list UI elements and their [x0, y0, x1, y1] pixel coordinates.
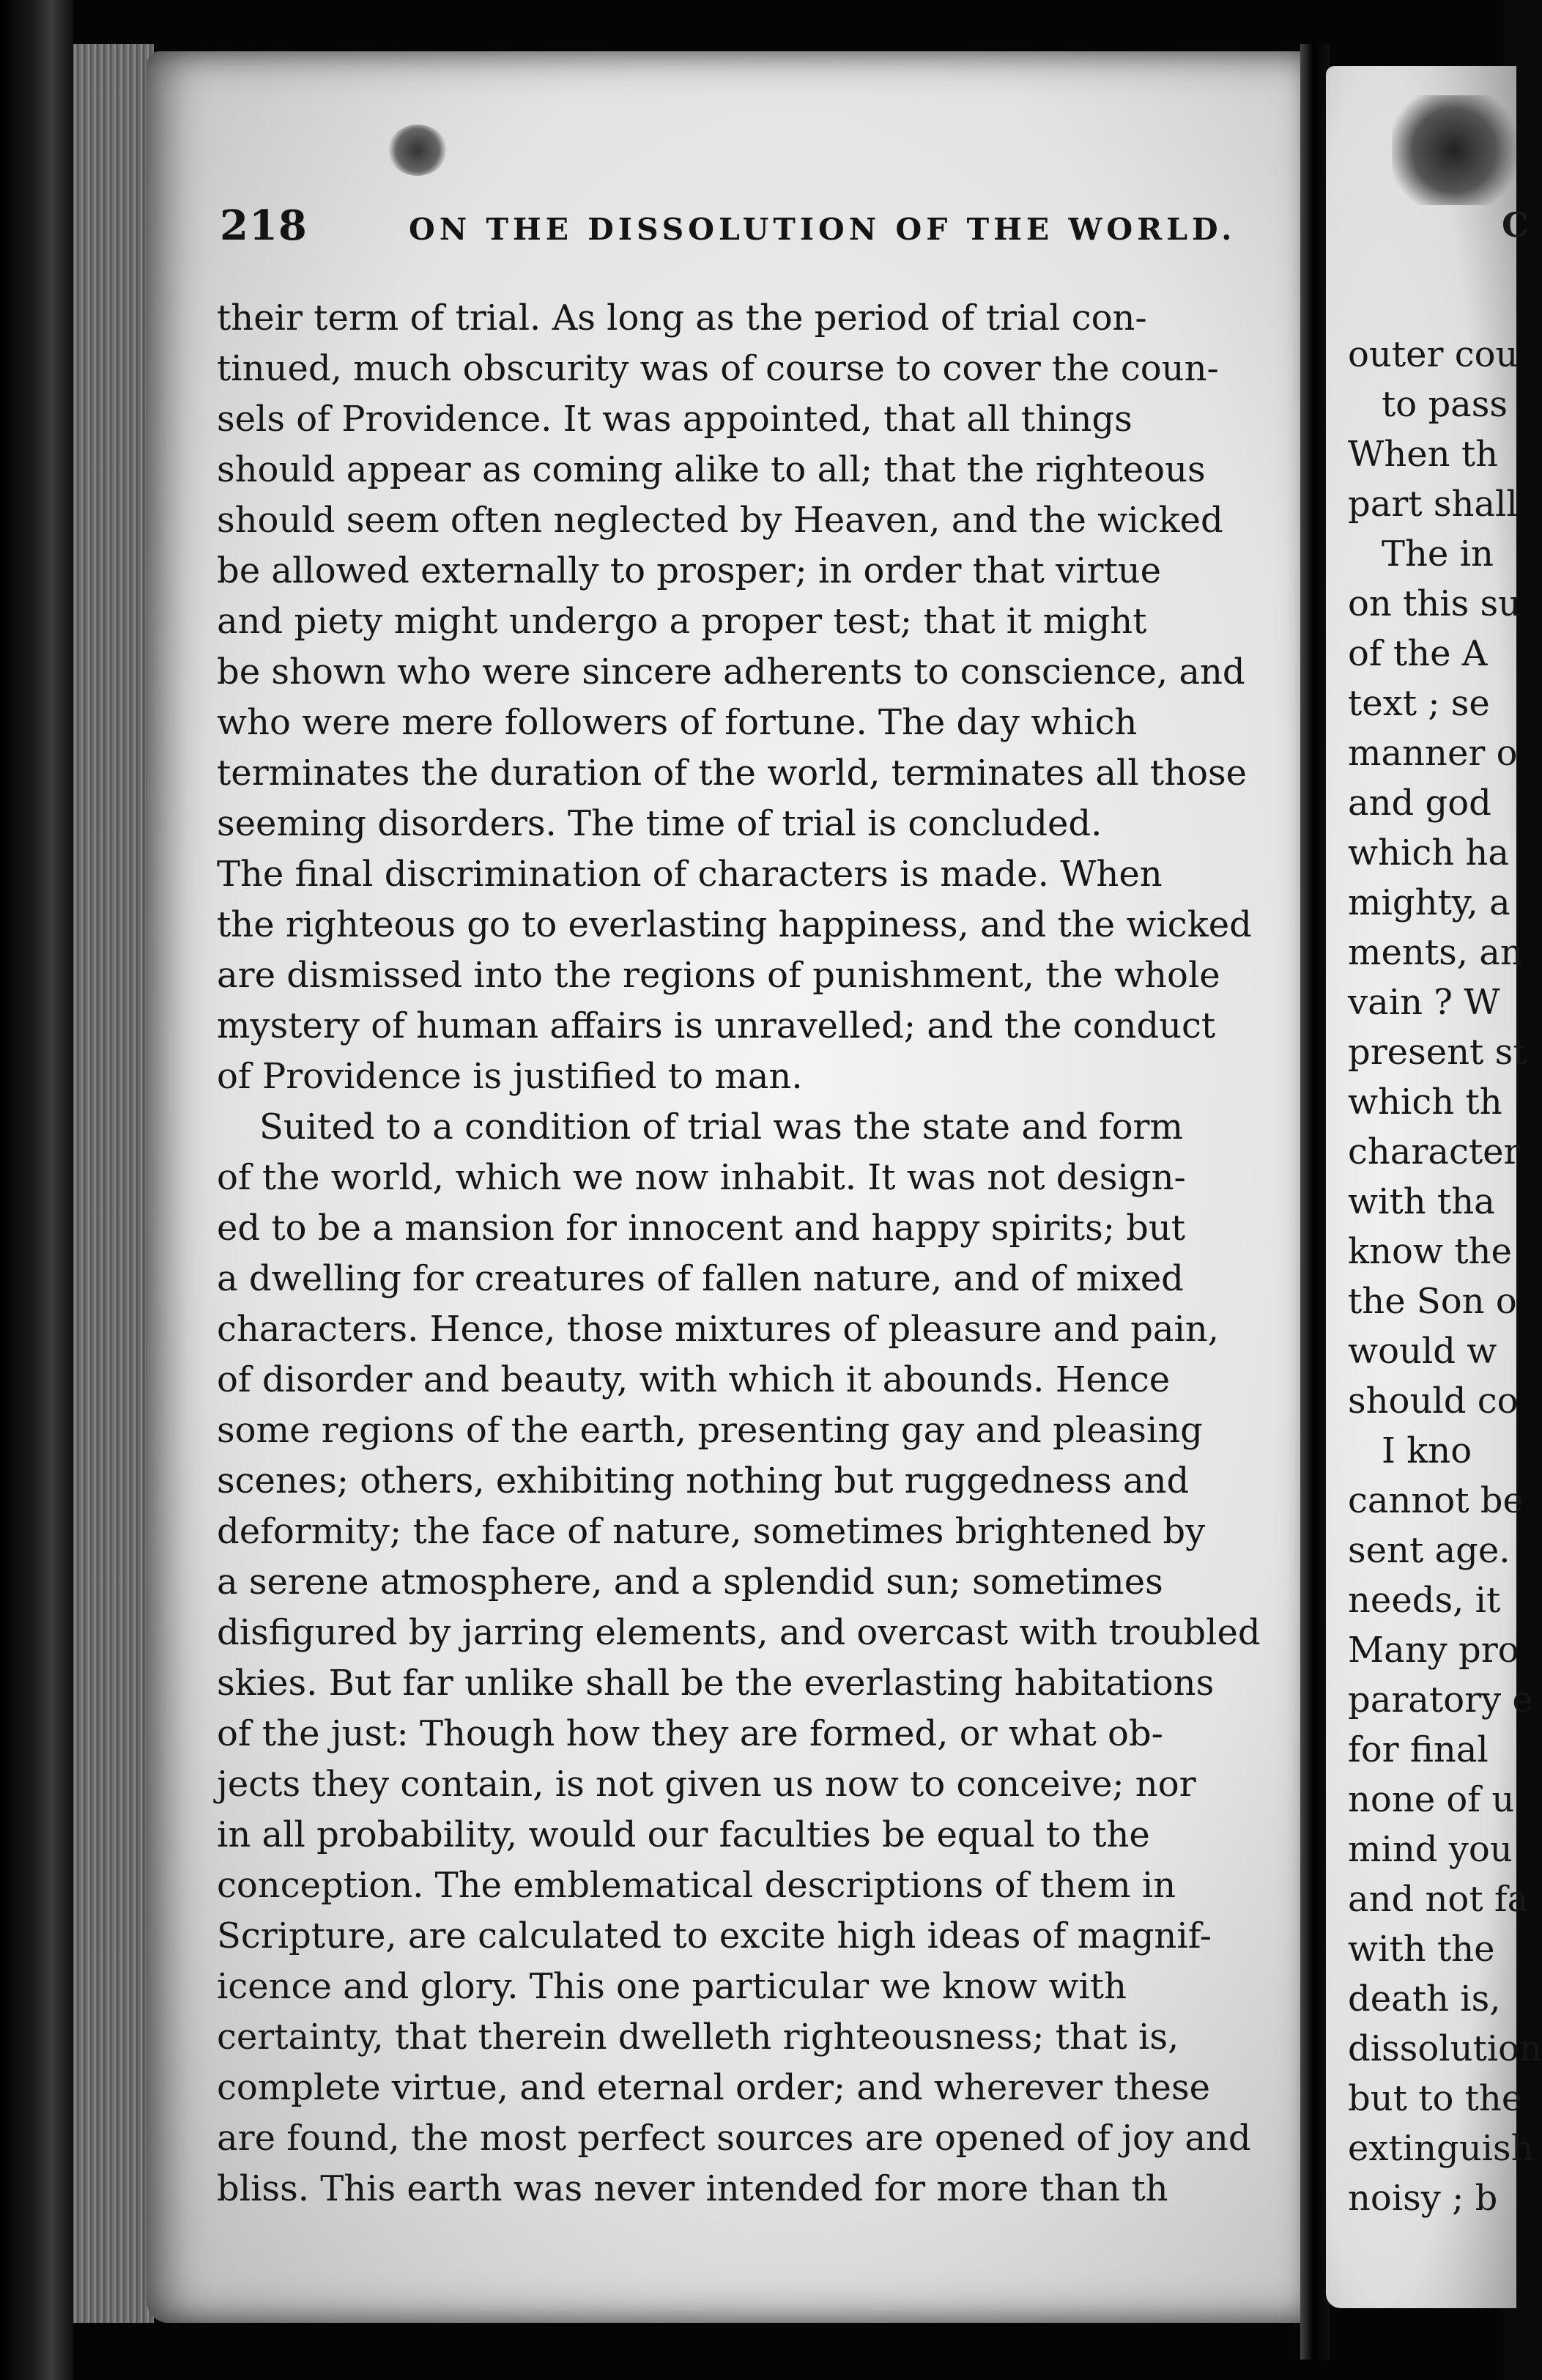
- text-line: The final discrimination of characters is made. When: [217, 854, 1163, 895]
- text-line: death is,: [1348, 1978, 1501, 2019]
- text-line: are dismissed into the regions of punishment, the whole: [217, 955, 1220, 996]
- text-line: icence and glory. This one particular we know with: [217, 1966, 1127, 2007]
- running-head-title: ON THE DISSOLUTION OF THE WORLD.: [409, 212, 1237, 247]
- text-line: present st: [1348, 1032, 1527, 1073]
- book-gutter: [1300, 44, 1330, 2359]
- text-line: but to the: [1348, 2078, 1523, 2119]
- right-page-body-text: [1348, 330, 1542, 2223]
- text-line: manner o: [1348, 733, 1518, 774]
- text-line: When th: [1348, 434, 1499, 475]
- text-line: needs, it: [1348, 1580, 1501, 1621]
- text-line: of the world, which we now inhabit. It was not design-: [217, 1157, 1186, 1198]
- text-line: should seem often neglected by Heaven, and the wicked: [217, 500, 1223, 541]
- text-line: for final: [1348, 1729, 1489, 1770]
- text-line: know the: [1348, 1231, 1512, 1272]
- text-line: with the: [1348, 1929, 1495, 1970]
- text-line: sels of Providence. It was appointed, that all things: [217, 399, 1133, 440]
- text-line: extinguish: [1348, 2128, 1534, 2169]
- left-page-body-text: [217, 293, 1294, 2214]
- text-line: ments, an: [1348, 932, 1523, 973]
- text-line: character: [1348, 1131, 1521, 1172]
- text-line: of the A: [1348, 633, 1488, 674]
- text-line: some regions of the earth, presenting gay and pleasing: [217, 1410, 1203, 1451]
- text-line: seeming disorders. The time of trial is concluded.: [217, 803, 1102, 844]
- book-binding-edge: [0, 0, 73, 2380]
- text-line: cannot be: [1348, 1480, 1524, 1521]
- ink-stain: [388, 125, 447, 176]
- text-line: mind you: [1348, 1829, 1513, 1870]
- text-line: which th: [1348, 1082, 1502, 1123]
- left-page-header: [220, 202, 1260, 260]
- text-line: conception. The emblematical descriptions of them in: [217, 1865, 1176, 1906]
- text-line: on this su: [1348, 583, 1521, 624]
- text-line: which ha: [1348, 832, 1509, 873]
- text-line: dissolution: [1348, 2028, 1542, 2069]
- right-running-head-fragment: C: [1502, 205, 1529, 245]
- text-line: to pass: [1382, 384, 1508, 425]
- text-line: would w: [1348, 1331, 1497, 1372]
- text-line: and piety might undergo a proper test; that it might: [217, 601, 1147, 642]
- text-line: text ; se: [1348, 683, 1490, 724]
- text-line: in all probability, would our faculties be equal to the: [217, 1814, 1150, 1855]
- text-line: Suited to a condition of trial was the state and form: [259, 1106, 1183, 1148]
- text-line: outer cou: [1348, 334, 1519, 375]
- text-line: of the just: Though how they are formed, or what ob-: [217, 1713, 1163, 1754]
- text-line: noisy ; b: [1348, 2178, 1498, 2219]
- text-line: are found, the most perfect sources are opened of joy and: [217, 2118, 1251, 2159]
- text-line: The in: [1382, 533, 1494, 574]
- text-line: mighty, a: [1348, 882, 1511, 923]
- text-line: should appear as coming alike to all; that the righteous: [217, 449, 1206, 490]
- page-number: 218: [220, 202, 308, 250]
- text-line: disfigured by jarring elements, and overcast with troubled: [217, 1612, 1261, 1653]
- text-line: be shown who were sincere adherents to conscience, and: [217, 651, 1245, 692]
- text-line: I kno: [1382, 1430, 1472, 1471]
- text-line: of disorder and beauty, with which it abounds. Hence: [217, 1359, 1171, 1400]
- text-line: be allowed externally to prosper; in order that virtue: [217, 550, 1162, 591]
- text-line: with tha: [1348, 1181, 1495, 1222]
- text-line: ed to be a mansion for innocent and happy spirits; but: [217, 1208, 1186, 1249]
- text-line: a serene atmosphere, and a splendid sun; sometimes: [217, 1562, 1163, 1603]
- text-line: vain ? W: [1348, 982, 1500, 1023]
- text-line: jects they contain, is not given us now to conceive; nor: [217, 1764, 1196, 1805]
- text-line: part shall: [1348, 484, 1518, 525]
- text-line: terminates the duration of the world, terminates all those: [217, 753, 1248, 794]
- text-line: the Son o: [1348, 1281, 1517, 1322]
- text-line: the righteous go to everlasting happiness, and the wicked: [217, 904, 1252, 945]
- text-line: complete virtue, and eternal order; and wherever these: [217, 2067, 1210, 2108]
- right-page: [1326, 66, 1542, 2308]
- page-smudge: [1392, 95, 1516, 205]
- text-line: deformity; the face of nature, sometimes brightened by: [217, 1511, 1206, 1552]
- text-line: their term of trial. As long as the period of trial con-: [217, 298, 1147, 339]
- text-line: scenes; others, exhibiting nothing but ruggedness and: [217, 1460, 1190, 1501]
- text-line: should co: [1348, 1381, 1519, 1422]
- text-line: and not fa: [1348, 1879, 1529, 1920]
- text-line: mystery of human affairs is unravelled; and the conduct: [217, 1005, 1216, 1046]
- text-line: tinued, much obscurity was of course to cover the coun-: [217, 348, 1219, 389]
- text-line: Scripture, are calculated to excite high ideas of magnif-: [217, 1915, 1212, 1956]
- text-line: and god: [1348, 783, 1491, 824]
- text-line: of Providence is justified to man.: [217, 1056, 803, 1097]
- text-line: who were mere followers of fortune. The day which: [217, 702, 1138, 743]
- text-line: paratory e: [1348, 1679, 1533, 1721]
- text-line: bliss. This earth was never intended for more than th: [217, 2168, 1168, 2209]
- text-line: Many pro: [1348, 1630, 1519, 1671]
- text-line: none of u: [1348, 1779, 1515, 1820]
- page-edges-stack: [73, 44, 154, 2323]
- text-line: characters. Hence, those mixtures of pleasure and pain,: [217, 1309, 1219, 1350]
- text-line: certainty, that therein dwelleth righteousness; that is,: [217, 2017, 1179, 2058]
- text-line: sent age.: [1348, 1530, 1511, 1571]
- text-line: skies. But far unlike shall be the everlasting habitations: [217, 1663, 1215, 1704]
- text-line: a dwelling for creatures of fallen nature, and of mixed: [217, 1258, 1184, 1299]
